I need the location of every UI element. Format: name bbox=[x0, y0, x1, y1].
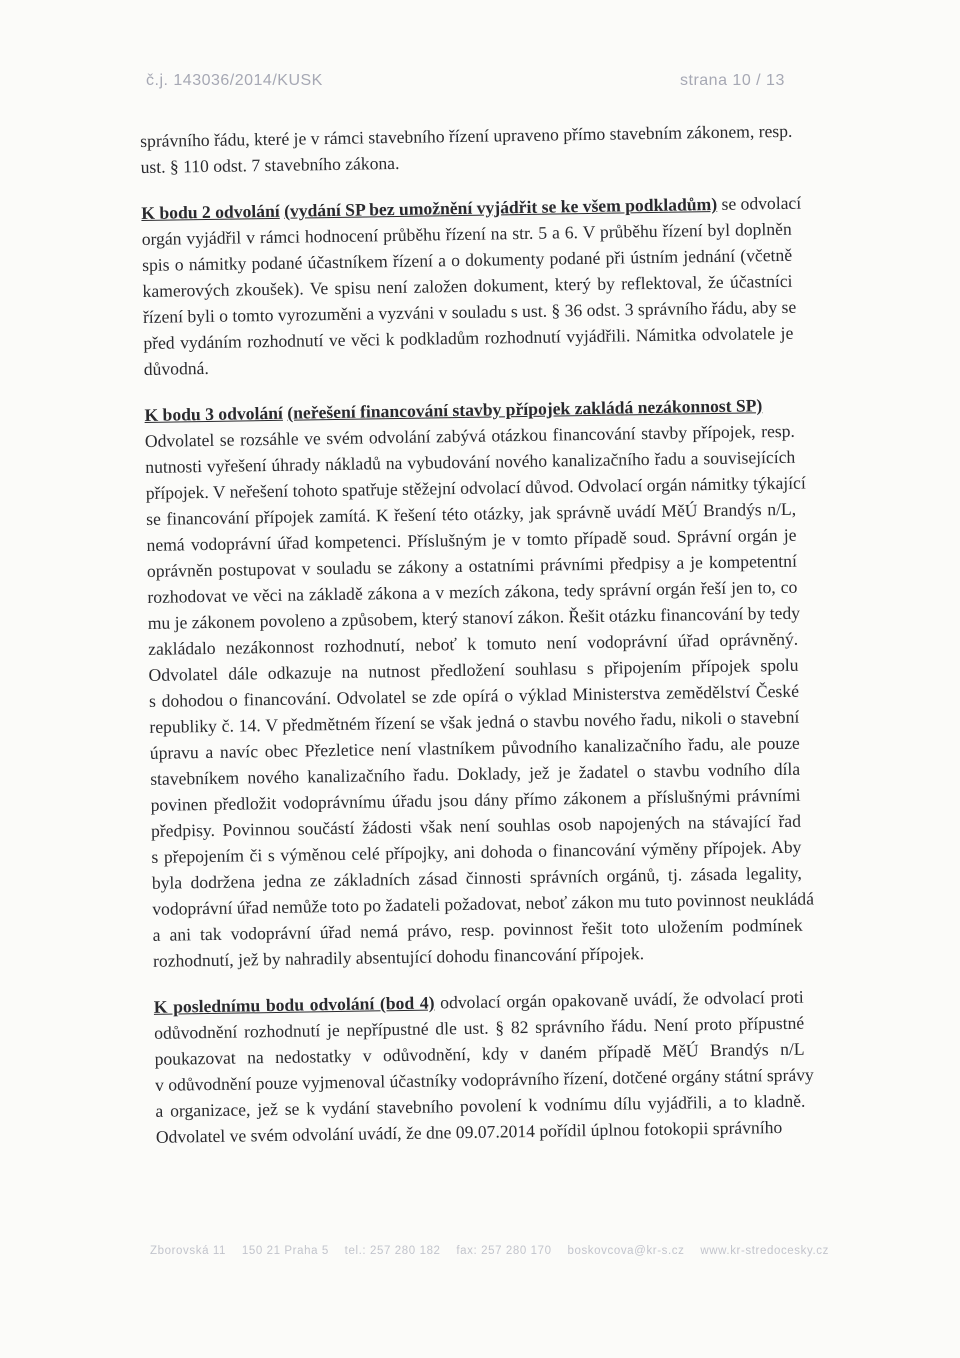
text-line: se financování přípojek zamítá. K řešení této otázky, jak správně uvádí MěÚ Brandýs n/L, bbox=[145, 498, 797, 529]
text-line: odůvodnění rozhodnutí je nepřípustné dle ust. § 82 správního řádu. Není proto přípustné bbox=[154, 1012, 805, 1043]
text-line: předpisy. Povinnou součástí žádosti však není souhlas osob napojených na stávající řad bbox=[150, 810, 802, 841]
text-line: řízení byli o tomto vyrozuměni a vyzváni v souladu s ust. § 36 odst. 3 správního řádu, aby se bbox=[142, 296, 797, 327]
footer-tel: tel.: 257 280 182 bbox=[344, 1245, 441, 1257]
text-line: důvodná. bbox=[143, 357, 209, 379]
text-line: Odvolatel ve svém odvolání uvádí, že dne 09.07.2014 pořídil úplnou fotokopii správního bbox=[155, 1117, 783, 1147]
section-heading: K poslednímu bodu odvolání (bod 4) bbox=[153, 992, 435, 1017]
section-heading: K bodu 2 odvolání bbox=[141, 200, 280, 223]
footer-email: boskovcova@kr-s.cz bbox=[567, 1245, 685, 1257]
text-line: a organizace, jež se k vydání stavebního povolení k vodnímu dílu vyjádřili, a to kladně. bbox=[155, 1090, 806, 1121]
text-line: rozhodnutí, jež by nahradily absentující dohodu financování přípojek. bbox=[152, 943, 645, 971]
text-line: s přepojením či s výměnou celé přípojky, ani dohoda o financování výměny přípojek. Aby bbox=[151, 836, 802, 867]
text-line: vodoprávní úřad nemůže toto po žadateli požadovat, neboť zákon mu tuto povinnost neukládá bbox=[152, 888, 815, 919]
text-line: republiky č. 14. V předmětném řízení se však jedná o stavbu nového řadu, nikoli o stavební bbox=[149, 706, 800, 737]
text-line: před vydáním rozhodnutí ve věci k podkladům rozhodnutí vyjádřili. Námitka odvolatele je bbox=[143, 322, 794, 353]
section-heading: K bodu 3 odvolání bbox=[144, 402, 284, 425]
paragraph bbox=[153, 984, 814, 1150]
document-body bbox=[140, 118, 815, 1150]
text-line: úpravu a navíc obec Přezletice není vlastníkem původního kanalizačního řadu, ale pouze bbox=[149, 732, 800, 763]
text-line: stavebníkem nového kanalizačního řadu. Doklady, jež je žadatel o stavbu vodního díla bbox=[150, 758, 801, 789]
text-line: oprávněn postupovat v souladu se zákony a ostatními právními předpisy a je kompetentní bbox=[146, 550, 798, 581]
paragraph bbox=[144, 392, 815, 974]
text-line: mu je zákonem povoleno a způsobem, který stanoví zákon. Řešit otázku financování by tedy bbox=[147, 602, 801, 633]
text-line: zakládalo nezákonnost rozhodnutí, neboť k tomuto není vodoprávní úřad oprávněný. bbox=[148, 628, 799, 659]
text-line: nutnosti vyřešení úhrady nákladů na vybudování nového kanalizačního řadu a souvisejících bbox=[145, 446, 796, 477]
text-line: přípojek. V neřešení tohoto spatřuje stěžejní odvolací důvod. Odvolací orgán námitky týkající bbox=[145, 472, 806, 503]
text-line: Odvolatel se rozsáhle ve svém odvolání zabývá otázkou financování stavby přípojek, resp. bbox=[144, 420, 795, 451]
footer-fax: fax: 257 280 170 bbox=[456, 1245, 552, 1257]
footer bbox=[150, 1245, 841, 1257]
heading-continuation: se odvolací bbox=[721, 192, 802, 214]
text-line: a ani tak vodoprávní úřad nemá právo, resp. povinnost řešit toto uložením podmínek bbox=[152, 914, 803, 945]
footer-postal: 150 21 Praha 5 bbox=[241, 1245, 329, 1257]
reference-number: č.j. 143036/2014/KUSK bbox=[146, 72, 323, 89]
text-line: ust. § 110 odst. 7 stavebního zákona. bbox=[140, 152, 400, 177]
text-line: nemá vodoprávní úřad kompetenci. Příslušným je v tomto případě soud. Správní orgán je bbox=[146, 524, 797, 555]
text-line: povinen předložit vodoprávnímu úřadu jsou dány přímo zákonem a příslušnými právními bbox=[150, 784, 801, 815]
text-line: Odvolatel dále odkazuje na nutnost předložení souhlasu s připojením přípojek spolu bbox=[148, 654, 799, 685]
text-line: kamerových zkoušek). Ve spisu není založen dokument, který by reflektoval, že účastníci bbox=[142, 270, 793, 301]
section-heading-topic: (neřešení financování stavby přípojek zakládá nezákonnost SP) bbox=[287, 395, 763, 423]
text-line: rozhodovat ve věci na základě zákona a v mezích zákona, tedy správní orgán řeší jen to, co bbox=[147, 576, 798, 607]
text-line: s dohodou o financování. Odvolatel se zde opírá o výklad Ministerstva zemědělství České bbox=[148, 680, 800, 711]
text-line: byla dodržena jedna ze základních zásad činnosti správních orgánů, tj. zásada legality, bbox=[151, 862, 802, 893]
footer-address: Zborovská 11 bbox=[150, 1245, 227, 1257]
text-line: poukazovat na nedostatky v odůvodnění, kdy v daném případě MěÚ Brandýs n/L bbox=[154, 1038, 805, 1069]
page-number: strana 10 / 13 bbox=[680, 72, 785, 89]
text-line: spis o námitky podané účastníkem řízení a o dokumenty podané při ústním jednání (včetně bbox=[141, 244, 793, 275]
text-line: orgán vyjádřil v rámci hodnocení průběhu řízení na str. 5 a 6. V průběhu řízení byl doplněn bbox=[141, 218, 792, 249]
text-line: v odůvodnění pouze vyjmenoval účastníky vodoprávního řízení, dotčené orgány státní správy bbox=[154, 1064, 814, 1095]
paragraph bbox=[141, 190, 802, 382]
section-heading-topic: (vydání SP bez umožnění vyjádřit se ke všem podkladům) bbox=[283, 193, 718, 221]
footer-web: www.kr-stredocesky.cz bbox=[700, 1245, 829, 1257]
heading-continuation: odvolací orgán opakovaně uvádí, že odvolací proti bbox=[440, 986, 804, 1013]
text-line: správního řádu, které je v rámci stavebního řízení upraveno přímo stavebním zákonem, resp. bbox=[140, 120, 793, 151]
